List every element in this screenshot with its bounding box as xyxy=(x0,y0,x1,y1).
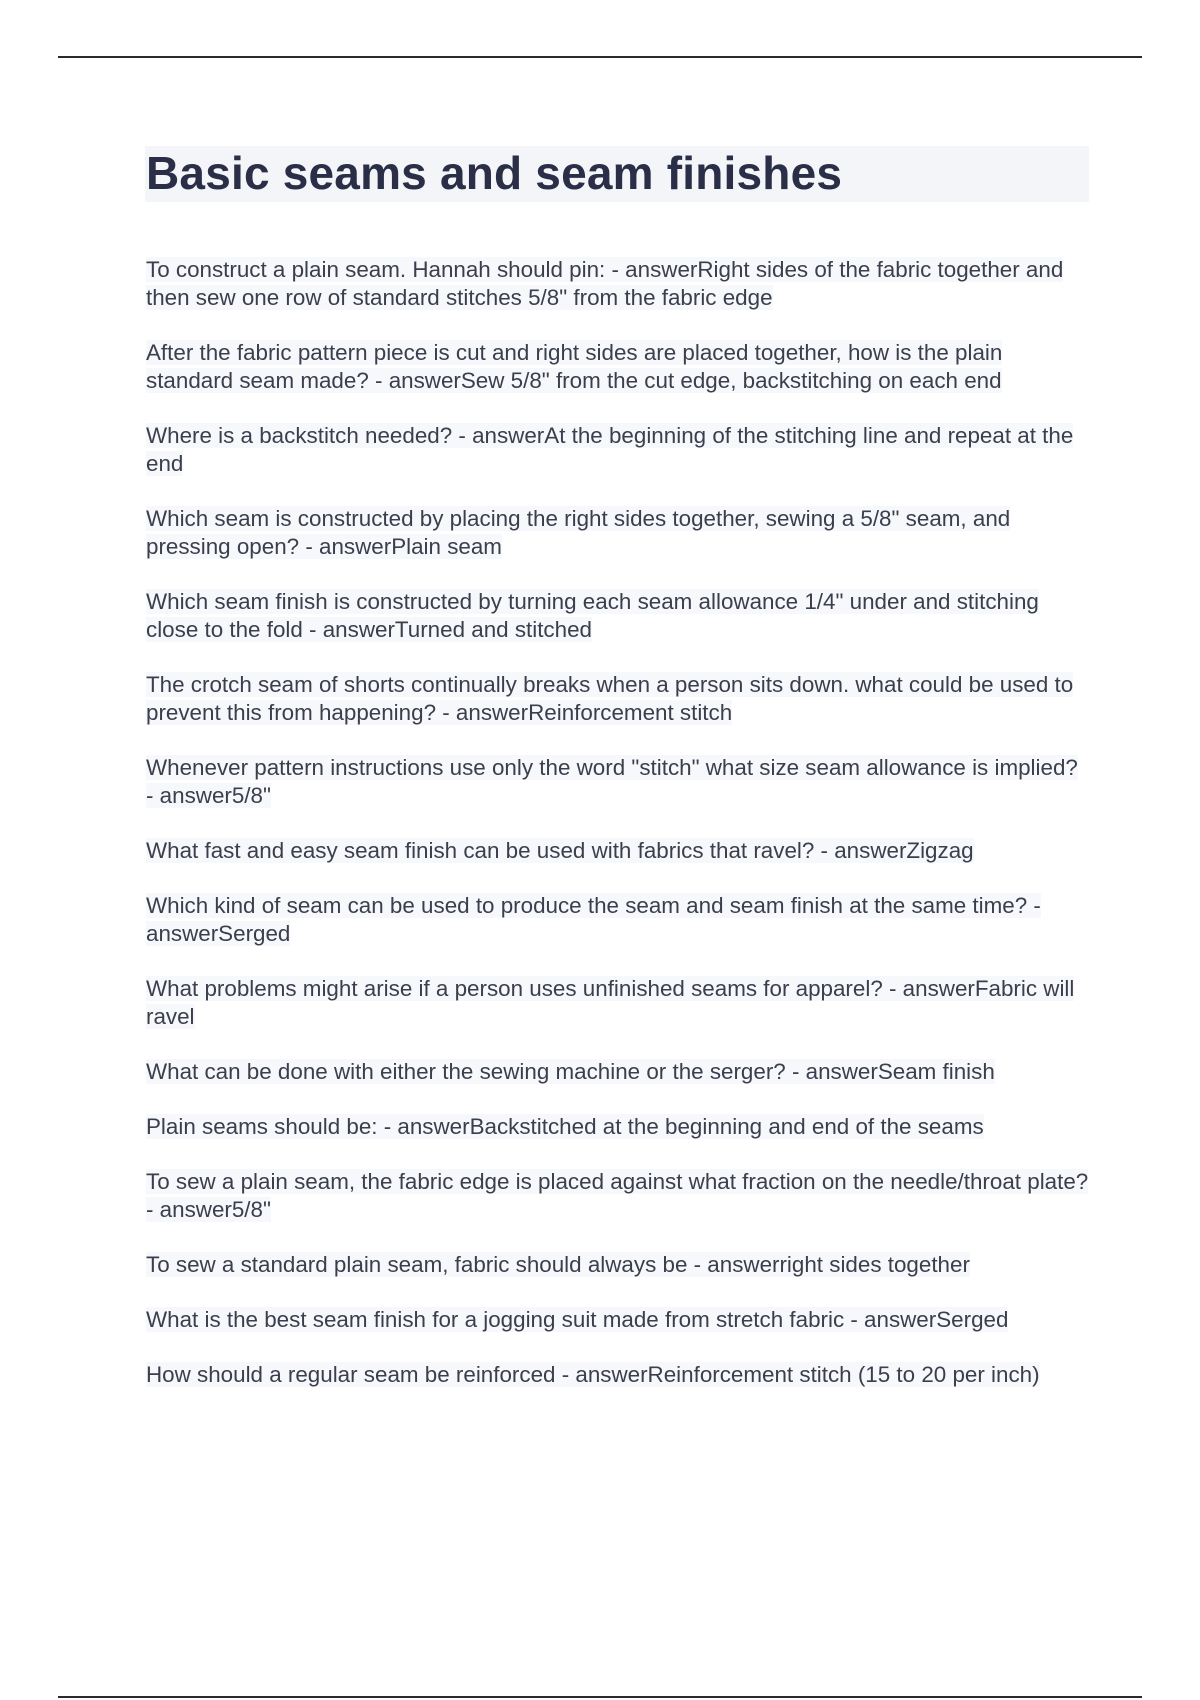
qa-text: What problems might arise if a person uses unfinished seams for apparel? - answerFabric will ravel xyxy=(146,976,1075,1029)
page-title: Basic seams and seam finishes xyxy=(146,147,843,199)
qa-text: Whenever pattern instructions use only the word "stitch" what size seam allowance is implied? - answer5/8" xyxy=(146,755,1078,808)
qa-item xyxy=(146,892,1090,948)
qa-item xyxy=(146,1306,1090,1334)
qa-text: Which seam is constructed by placing the right sides together, sewing a 5/8" seam, and pressing open? - answerPlain seam xyxy=(146,506,1011,559)
qa-text: After the fabric pattern piece is cut and right sides are placed together, how is the plain standard seam made? - answerSew 5/8" from the cut edge, backstitching on each end xyxy=(146,340,1003,393)
qa-item xyxy=(146,1251,1090,1279)
qa-text: To construct a plain seam. Hannah should pin: - answerRight sides of the fabric together and then sew one row of standard stitches 5/8" from the fabric edge xyxy=(146,257,1064,310)
qa-text: To sew a plain seam, the fabric edge is placed against what fraction on the needle/throat plate? - answer5/8" xyxy=(146,1169,1089,1222)
qa-text: Which kind of seam can be used to produce the seam and seam finish at the same time? - answerSerged xyxy=(146,893,1041,946)
qa-item xyxy=(146,975,1090,1031)
top-divider xyxy=(58,56,1142,58)
qa-text: What fast and easy seam finish can be used with fabrics that ravel? - answerZigzag xyxy=(146,838,974,863)
qa-item xyxy=(146,1361,1090,1389)
qa-text: What is the best seam finish for a jogging suit made from stretch fabric - answerSerged xyxy=(146,1307,1009,1332)
qa-item xyxy=(146,1058,1090,1086)
qa-item xyxy=(146,588,1090,644)
qa-item xyxy=(146,837,1090,865)
bottom-divider xyxy=(58,1696,1142,1698)
qa-item xyxy=(146,422,1090,478)
qa-text: Where is a backstitch needed? - answerAt the beginning of the stitching line and repeat at the end xyxy=(146,423,1074,476)
qa-text: To sew a standard plain seam, fabric should always be - answerright sides together xyxy=(146,1252,970,1277)
qa-item xyxy=(146,754,1090,810)
qa-item xyxy=(146,505,1090,561)
qa-item xyxy=(146,1168,1090,1224)
qa-text: Which seam finish is constructed by turning each seam allowance 1/4" under and stitching close to the fold - answerTurned and stitched xyxy=(146,589,1039,642)
qa-item xyxy=(146,671,1090,727)
qa-item xyxy=(146,1113,1090,1141)
qa-text: How should a regular seam be reinforced - answerReinforcement stitch (15 to 20 per inch) xyxy=(146,1362,1040,1387)
qa-text: What can be done with either the sewing machine or the serger? - answerSeam finish xyxy=(146,1059,995,1084)
qa-item xyxy=(146,256,1090,312)
qa-text: The crotch seam of shorts continually breaks when a person sits down. what could be used to prevent this from happening? - answerReinforcement stitch xyxy=(146,672,1074,725)
qa-text: Plain seams should be: - answerBackstitched at the beginning and end of the seams xyxy=(146,1114,984,1139)
qa-list xyxy=(146,256,1090,1416)
qa-item xyxy=(146,339,1090,395)
